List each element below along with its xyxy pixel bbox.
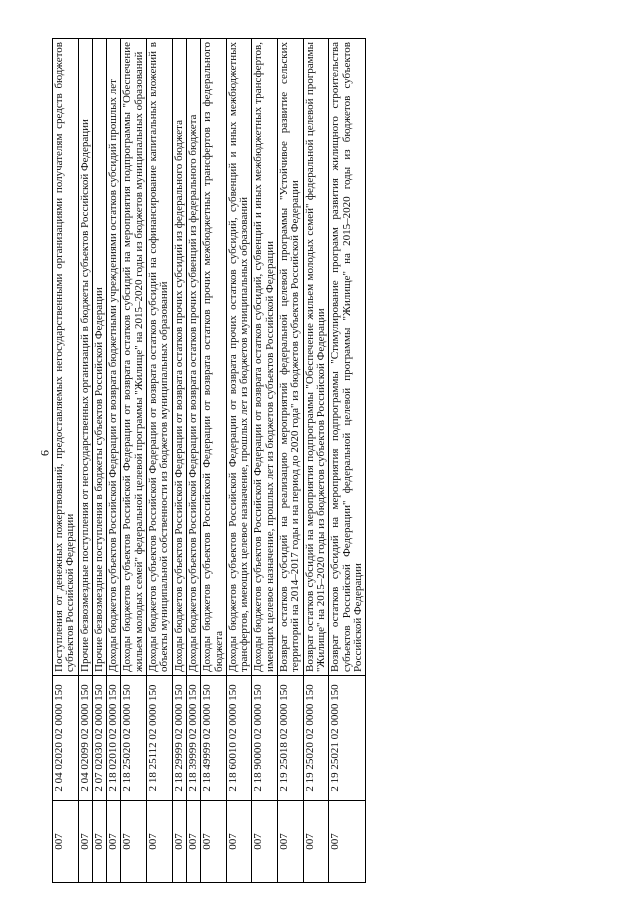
table-row xyxy=(107,39,121,883)
budget-code-cell: 2 18 29999 02 0000 150 xyxy=(172,676,186,801)
admin-code-cell: 007 xyxy=(107,801,121,883)
budget-code-cell: 2 07 02030 02 0000 150 xyxy=(92,676,106,801)
revenue-name-cell: Доходы бюджетов субъектов Российской Федерации от возврата остатков прочих субсидий из федерального бюджета xyxy=(172,39,186,676)
admin-code-cell: 007 xyxy=(121,801,147,883)
budget-code-cell: 2 18 25020 02 0000 150 xyxy=(121,676,147,801)
revenue-name-cell: Доходы бюджетов субъектов Российской Федерации от возврата прочих остатков субсидий, субвенций и иных межбюджетных трансфертов, имеющих целевое назначение, прошлых лет из бюджетов муниципальных образований xyxy=(226,39,252,676)
table-row xyxy=(329,39,366,883)
admin-code-cell: 007 xyxy=(186,801,200,883)
revenue-name-cell: Возврат остатков субсидий на мероприятия подпрограммы "Обеспечение жильем молодых семей" федеральной целевой программы "Жилище" на 2015–2020 годы из бюджетов субъектов Российской Федерации xyxy=(303,39,329,676)
revenue-codes-table xyxy=(52,38,366,883)
revenue-name-cell: Прочие безвозмездные поступления от негосударственных организаций в бюджеты субъектов Российской Федерации xyxy=(78,39,92,676)
admin-code-cell: 007 xyxy=(278,801,304,883)
admin-code-cell: 007 xyxy=(226,801,252,883)
revenue-name-cell: Возврат остатков субсидий на реализацию мероприятий федеральной целевой программы "Устойчивое развитие сельских территорий на 2014–2017 годы и на период до 2020 года" из бюджетов субъектов Российской Федерации xyxy=(278,39,304,676)
table-row xyxy=(201,39,227,883)
table-row xyxy=(186,39,200,883)
revenue-name-cell: Прочие безвозмездные поступления в бюджеты субъектов Российской Федерации xyxy=(92,39,106,676)
budget-code-cell: 2 18 02010 02 0000 150 xyxy=(107,676,121,801)
admin-code-cell: 007 xyxy=(92,801,106,883)
page-number: 9 xyxy=(38,450,52,456)
admin-code-cell: 007 xyxy=(252,801,278,883)
admin-code-cell: 007 xyxy=(78,801,92,883)
budget-code-cell: 2 19 25021 02 0000 150 xyxy=(329,676,366,801)
budget-code-cell: 2 19 25018 02 0000 150 xyxy=(278,676,304,801)
table-row xyxy=(226,39,252,883)
table-row xyxy=(172,39,186,883)
table-row xyxy=(78,39,92,883)
admin-code-cell: 007 xyxy=(53,801,79,883)
admin-code-cell: 007 xyxy=(172,801,186,883)
table-row xyxy=(53,39,79,883)
admin-code-cell: 007 xyxy=(329,801,366,883)
table-row xyxy=(121,39,147,883)
table-row xyxy=(278,39,304,883)
budget-code-cell: 2 18 49999 02 0000 150 xyxy=(201,676,227,801)
table-row xyxy=(303,39,329,883)
budget-code-cell: 2 18 25112 02 0000 150 xyxy=(147,676,173,801)
budget-code-cell: 2 18 60010 02 0000 150 xyxy=(226,676,252,801)
budget-code-cell: 2 19 25020 02 0000 150 xyxy=(303,676,329,801)
admin-code-cell: 007 xyxy=(201,801,227,883)
revenue-name-cell: Доходы бюджетов субъектов Российской Федерации от возврата остатков субсидий на софинансирование капитальных вложений в объекты муниципальной собственности из бюджетов муниципальных образований xyxy=(147,39,173,676)
revenue-name-cell: Доходы бюджетов субъектов Российской Федерации от возврата остатков субсидий на мероприятия подпрограммы "Обеспечение жильем молодых семей" федеральной целевой программы "Жилище" на 2015–2020 годы из бюджетов муниципальных образований xyxy=(121,39,147,676)
revenue-name-cell: Поступления от денежных пожертвований, предоставляемых негосударственными организациями получателям средств бюджетов субъектов Российской Федерации xyxy=(53,39,79,676)
table-row xyxy=(92,39,106,883)
admin-code-cell: 007 xyxy=(303,801,329,883)
revenue-name-cell: Доходы бюджетов субъектов Российской Федерации от возврата остатков прочих межбюджетных трансфертов из федерального бюджета xyxy=(201,39,227,676)
table-row xyxy=(147,39,173,883)
revenue-name-cell: Доходы бюджетов субъектов Российской Федерации от возврата остатков субсидий, субвенций и иных межбюджетных трансфертов, имеющих целевое назначение, прошлых лет из бюджетов субъектов Российской Федерации xyxy=(252,39,278,676)
rotated-page-content xyxy=(52,38,605,883)
revenue-name-cell: Доходы бюджетов субъектов Российской Федерации от возврата бюджетными учреждениями остатков субсидий прошлых лет xyxy=(107,39,121,676)
revenue-name-cell: Возврат остатков субсидий на мероприятия подпрограммы "Стимулирование программ развития жилищного строительства субъектов Российской Федерации" федеральной целевой программы "Жилище" на 2015–2020 годы из бюджетов субъектов Российской Федерации xyxy=(329,39,366,676)
budget-code-cell: 2 04 02099 02 0000 150 xyxy=(78,676,92,801)
budget-code-cell: 2 04 02020 02 0000 150 xyxy=(53,676,79,801)
revenue-name-cell: Доходы бюджетов субъектов Российской Федерации от возврата остатков прочих субвенций из федерального бюджета xyxy=(186,39,200,676)
table-row xyxy=(252,39,278,883)
budget-code-cell: 2 18 39999 02 0000 150 xyxy=(186,676,200,801)
admin-code-cell: 007 xyxy=(147,801,173,883)
table-body xyxy=(53,39,366,883)
budget-code-cell: 2 18 90000 02 0000 150 xyxy=(252,676,278,801)
